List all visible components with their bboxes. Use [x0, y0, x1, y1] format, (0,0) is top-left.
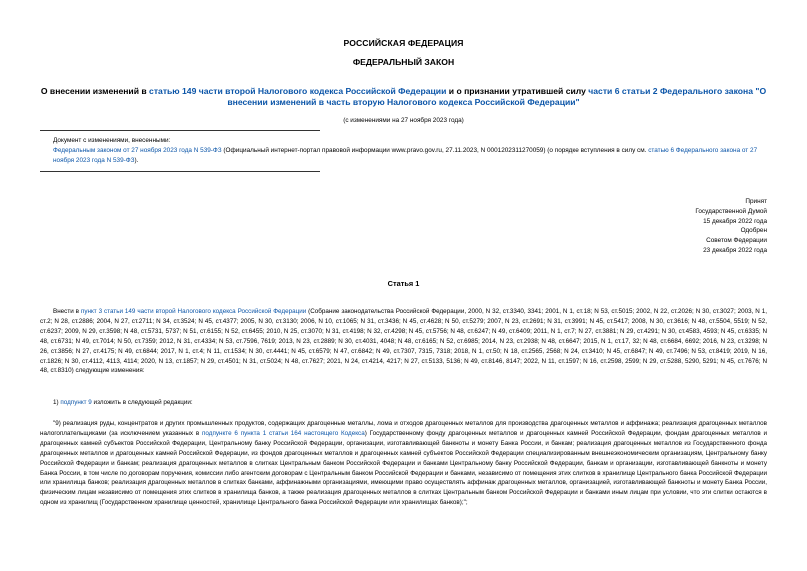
para1-text: (Собрание законодательства Российской Федерации, 2000, N 32, ст.3340, 3341; 2001, N 1, ст.18; N 53, ст.5015; 2002, N 22, ст.2026; N 30, ст.3027; 2003, N 1, ст.2; N 28, ст.2886; 2004, N 27, ст.2711; N 34, ст.3524; N 45, ст.4377; 2005, N 30, ст.3130; 2006, N 10, ст.1065; N 31, ст.3436; N 45, ст.4628; N 50, ст.5279; 2007, N 23, ст.2691; N 31, ст.3991; N 45, ст.5417; 2008, N 30, ст.3616; N 48, ст.5504, 5519; N 52, ст.6237; 2009, N 29, ст.3598; N 48, ст.5731, 5737; N 51, ст.6155; N 52, ст.6455; 2010, N 25, ст.3070; N 31, ст.4198; N 32, ст.4298; N 45, ст.5756; N 48, ст.6247; N 49, ст.6409; 2011, N 1, ст.7; N 27, ст.3881; N 29, ст.4291; N 30, ст.4583, 4593; N 45, ст.6335; N 48, ст.6731; N 49, ст.7014; N 50, ст.7359; 2012, N 31, ст.4334; N 53, ст.7596, 7619; 2013, N 23, ст.2889; N 30, ст.4031, 4048; N 48, ст.6165; N 52, ст.6985; 2014, N 23, ст.2938; N 48, ст.6647; 2015, N 1, ст.17, 32; N 48, ст.6684, 6692; 2016, N 23, ст.3298; N 26, ст.3856; N 27, ст.4175; N 49, ст.6844; 2017, N 1, ст.4; N 11, ст.1534; N 30, ст.4441; N 45, ст.6579; N 47, ст.6842; N 49, ст.7307, 7315, 7318; 2018, N 1, ст.50; N 18, ст.2565, 2568; N 24, ст.3410; N 45, ст.6847; N 49, ст.7496; N 53, ст.8419; 2019, N 16, ст.1826; N 30, ст.4112, 4113, 4114; 2020, N 13, ст.1857; N 29, ст.4501; N 31, ст.5024; N 48, ст.7627; 2021, N 24, ст.4214, 4217; N 27, ст.5133, 5136; N 49, ст.8146, 8147; 2022, N 11, ст.1597; N 16, ст.2598, 2599; N 29, ст.5288, 5290, 5291; N 45, ст.7676; N 48, ст.8310) следующие изменения: [40, 308, 767, 375]
para2-link-subclause-9[interactable]: подпункт 9 [60, 399, 92, 406]
accepted-by: Государственной Думой [695, 207, 767, 215]
title-link-article-149[interactable]: статью 149 части второй Налогового кодекса Российской Федерации [149, 86, 447, 96]
title-text-2: и о признании утратившей силу [446, 86, 589, 96]
article-paragraph-item-1 [53, 398, 767, 408]
article-paragraph-new-text [40, 419, 767, 508]
approved-by: Советом Федерации [706, 237, 767, 245]
article-heading: Статья 1 [387, 279, 420, 288]
title-link-part-6[interactable]: части 6 статьи 2 Федерального закона "О внесении изменений в часть вторую Налогового кодекса Российской Федерации" [227, 86, 767, 107]
approved-label: Одобрен [740, 227, 767, 235]
adoption-block [695, 197, 767, 256]
accepted-date: 15 декабря 2022 года [703, 217, 767, 225]
edition-note: (с изменениями на 27 ноября 2023 года) [343, 117, 464, 124]
title-text-1: О внесении изменений в [40, 86, 150, 96]
law-title [40, 86, 767, 108]
changes-text-2: ). [134, 157, 139, 164]
para1-link-clause-3[interactable]: пункт 3 статьи 149 части второй Налогового кодекса Российской Федерации [80, 308, 307, 315]
accepted-label: Принят [745, 198, 767, 205]
changes-link-law-539[interactable]: Федеральным законом от 27 ноября 2023 года N 539-ФЗ [53, 147, 222, 154]
para1-prefix: Внести в [53, 308, 81, 315]
para2-prefix: 1) [53, 399, 61, 406]
federation-heading: РОССИЙСКАЯ ФЕДЕРАЦИЯ [343, 38, 464, 48]
changes-link-article-6[interactable]: статью 6 Федерального закона от 27 ноября 2023 года N 539-ФЗ [53, 147, 758, 164]
changes-top-divider [40, 130, 320, 131]
changes-heading: Документ с изменениями, внесенными: [53, 137, 171, 144]
para3-text: ) Государственному фонду драгоценных металлов и драгоценных камней Российской Федерации, фондам драгоценных металлов и драгоценных камней субъектов Российской Федерации, Центральному банку Российской Федерации, организации, изготавливающей банкноты и монету Банка России, и банкам; реализация драгоценных металлов из Государственного фонда драгоценных металлов и драгоценных камней Российской Федерации, из фондов драгоценных металлов и драгоценных камней субъектов Российской Федерации специализированным внешнеэкономическим организациям, Центральному банку Российской Федерации и банкам; реализация драгоценных металлов в слитках Центральным банком Российской Федерации и банками Центральному банку Российской Федерации, банкам и организации, изготавливающей банкноты и монету Банка России, в том числе по договорам поручения, комиссии либо агентским договорам с Центральным банком Российской Федерации и банками, независимо от помещения этих слитков в хранилище Центрального банка Российской Федерации или хранилища банков; реализация драгоценных металлов в слитках банками, аффинажными организациями, имеющими право осуществлять аффинаж драгоценных металлов, организацией, изготавливающей банкноты и монету Банка России, физическим лицам независимо от помещения этих слитков в хранилища банков, а также реализация драгоценных металлов в слитках Центральным банком Российской Федерации и банками иным лицам при условии, что эти слитки остаются в одном из хранилищ (Государственном хранилище ценностей, хранилище Центрального банка Российской Федерации или хранилищах банков);"; [40, 429, 768, 507]
law-type-heading: ФЕДЕРАЛЬНЫЙ ЗАКОН [352, 57, 455, 67]
para3-link-subclause-6[interactable]: подпункте 6 пункта 1 статьи 164 настоящего Кодекса [202, 429, 365, 437]
changes-bottom-divider [40, 171, 320, 172]
para3-prefix: "9) реализация руды, концентратов и других промышленных продуктов, содержащих драгоценные металлы, лома и отходов драгоценных металлов для производства драгоценных металлов и аффинажа; реализация драгоценных металлов налогоплательщиками (за исключением указанных в [40, 420, 767, 437]
article-paragraph-intro [40, 307, 767, 376]
approved-date: 23 декабря 2022 года [703, 246, 767, 254]
changes-box [40, 136, 775, 166]
changes-text-1: (Официальный интернет-портал правовой информации www.pravo.gov.ru, 27.11.2023, N 0001202311270059) (о порядке вступления в силу см. [221, 147, 649, 154]
para2-text: изложить в следующей редакции: [91, 399, 193, 406]
